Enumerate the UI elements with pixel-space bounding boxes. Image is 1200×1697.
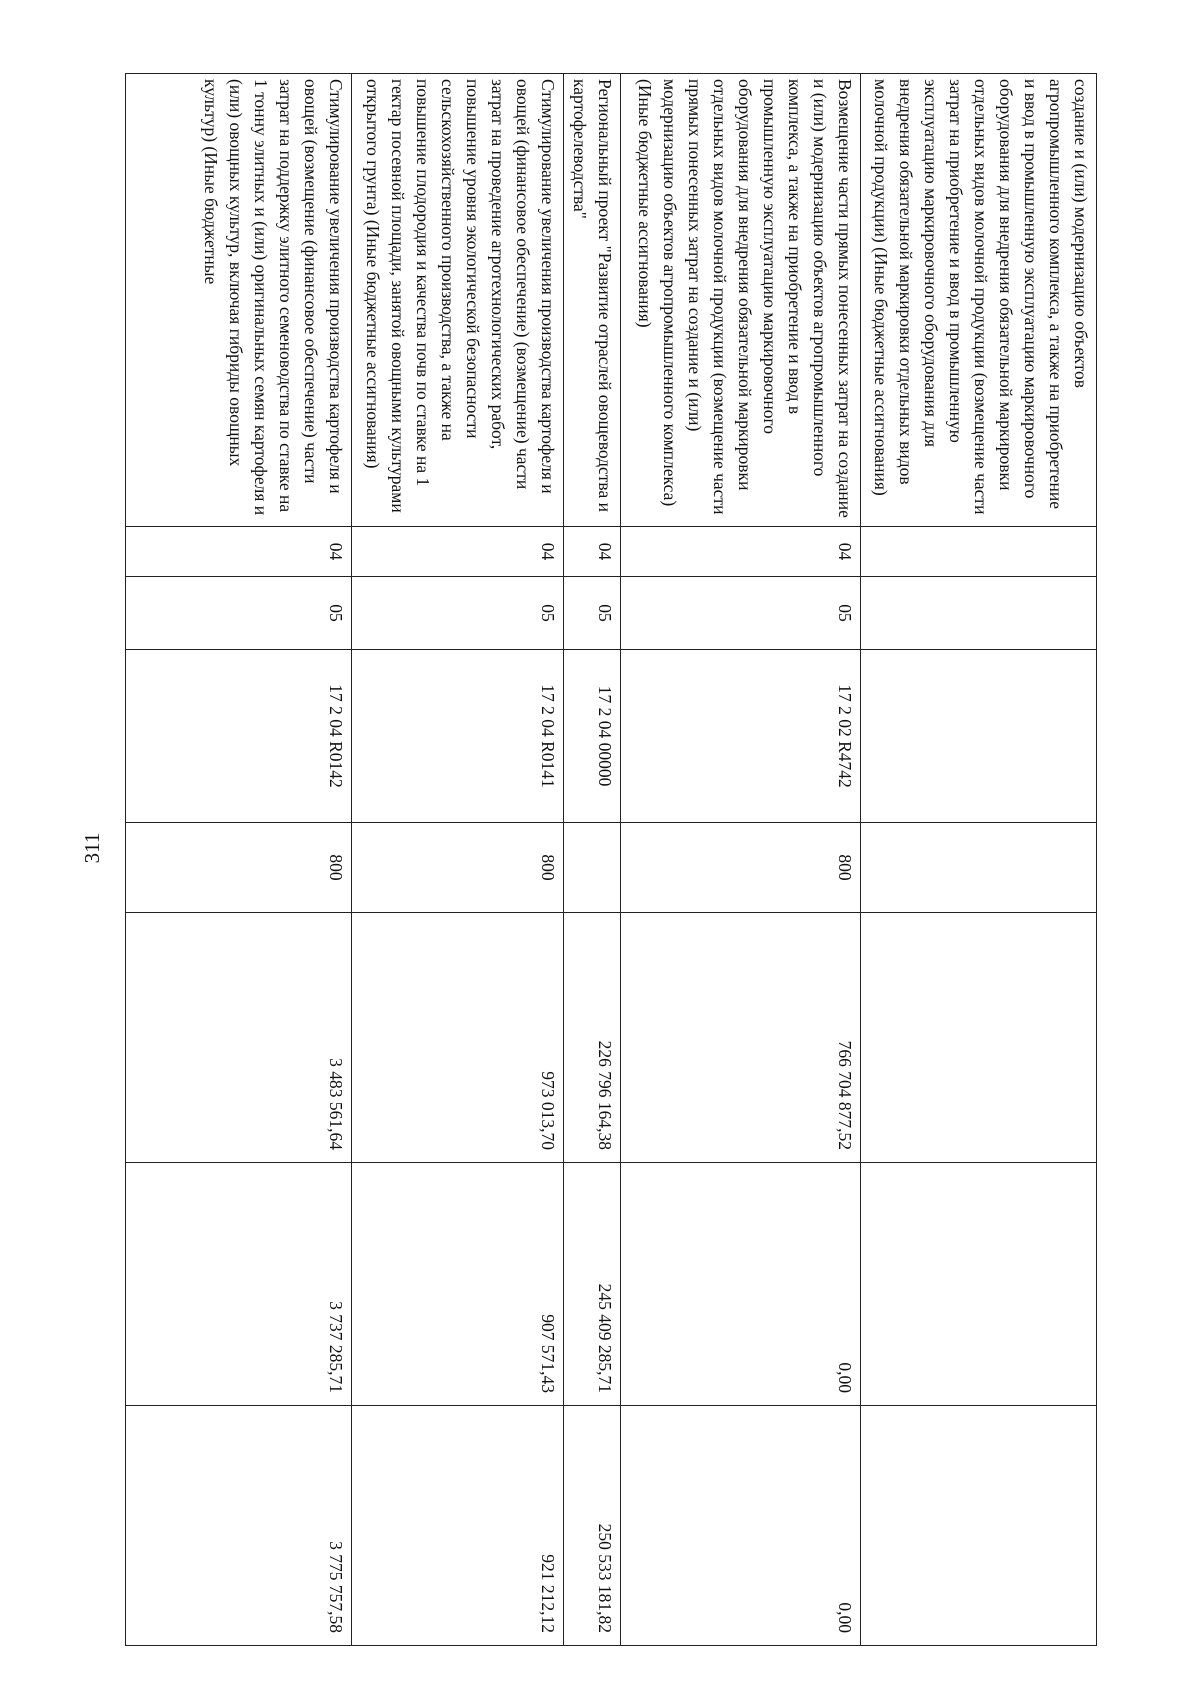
cell-pr [861,577,1097,650]
cell-vr: 800 [352,823,564,913]
row-description: Стимулирование увеличения производства картофеля и овощей (финансовое обеспечение) (возмещение) части затрат на проведение агротехнологических работ, повышение уровня экологической безопасности сельскохозяйственного производства, а также на повышение плодородия и качества почв по ставке на 1 гектар посевной площади, занятой овощными культурами открытого грунта) (Иные бюджетные ассигнования) [352,74,564,527]
cell-vr: 800 [126,823,352,913]
cell-amount-3: 3 775 757,58 [126,1406,352,1646]
cell-amount-3: 250 533 181,82 [564,1406,621,1646]
row-description: Стимулирование увеличения производства картофеля и овощей (возмещение (финансовое обеспечение) части затрат на поддержку элитного семеноводства по ставке на 1 тонну элитных и (или) оригинальных семян картофеля и (или) овощных культур, включая гибриды овощных культур) (Иные бюджетные [126,74,352,527]
cell-vr [564,823,621,913]
cell-amount-2: 907 571,43 [352,1163,564,1406]
cell-amount-1 [861,913,1097,1163]
cell-csr: 17 2 04 R0142 [126,650,352,823]
cell-rz [861,527,1097,577]
cell-amount-1: 3 483 561,64 [126,913,352,1163]
cell-amount-3: 921 212,12 [352,1406,564,1646]
cell-amount-3: 0,00 [621,1406,861,1646]
cell-amount-2: 245 409 285,71 [564,1163,621,1406]
cell-amount-1: 226 796 164,38 [564,913,621,1163]
cell-amount-2: 3 737 285,71 [126,1163,352,1406]
cell-amount-1: 766 704 877,52 [621,913,861,1163]
table-row [564,74,621,1646]
row-description: создание и (или) модернизацию объектов агропромышленного комплекса, а также на приобретение и ввод в промышленную эксплуатацию маркировочного оборудования для внедрения обязательной маркировки отдельных видов молочной продукции (возмещение части затрат на приобретение и ввод в промышленную эксплуатацию маркировочного оборудования для внедрения обязательной маркировки отдельных видов молочной продукции) (Иные бюджетные ассигнования) [861,74,1097,527]
budget-table-rotated [135,73,1097,1645]
cell-rz: 04 [126,527,352,577]
table-row [861,74,1097,1646]
cell-rz: 04 [621,527,861,577]
page-number: 311 [80,832,104,864]
table-row [352,74,564,1646]
cell-pr: 05 [126,577,352,650]
cell-rz: 04 [352,527,564,577]
cell-amount-2: 0,00 [621,1163,861,1406]
cell-amount-1: 973 013,70 [352,913,564,1163]
cell-csr [861,650,1097,823]
cell-amount-2 [861,1163,1097,1406]
cell-pr: 05 [621,577,861,650]
budget-table [125,73,1097,1646]
cell-pr: 05 [564,577,621,650]
cell-rz: 04 [564,527,621,577]
cell-vr: 800 [621,823,861,913]
cell-csr: 17 2 02 R4742 [621,650,861,823]
row-description: Региональный проект "Развитие отраслей овощеводства и картофелеводства" [564,74,621,527]
table-row [126,74,352,1646]
cell-pr: 05 [352,577,564,650]
table-row [621,74,861,1646]
row-description: Возмещение части прямых понесенных затрат на создание и (или) модернизацию объектов агропромышленного комплекса, а также на приобретение и ввод в промышленную эксплуатацию маркировочного оборудования для внедрения обязательной маркировки отдельных видов молочной продукции (возмещение части прямых понесенных затрат на создание и (или) модернизацию объектов агропромышленного комплекса) (Иные бюджетные ассигнования) [621,74,861,527]
cell-vr [861,823,1097,913]
cell-amount-3 [861,1406,1097,1646]
cell-csr: 17 2 04 00000 [564,650,621,823]
cell-csr: 17 2 04 R0141 [352,650,564,823]
